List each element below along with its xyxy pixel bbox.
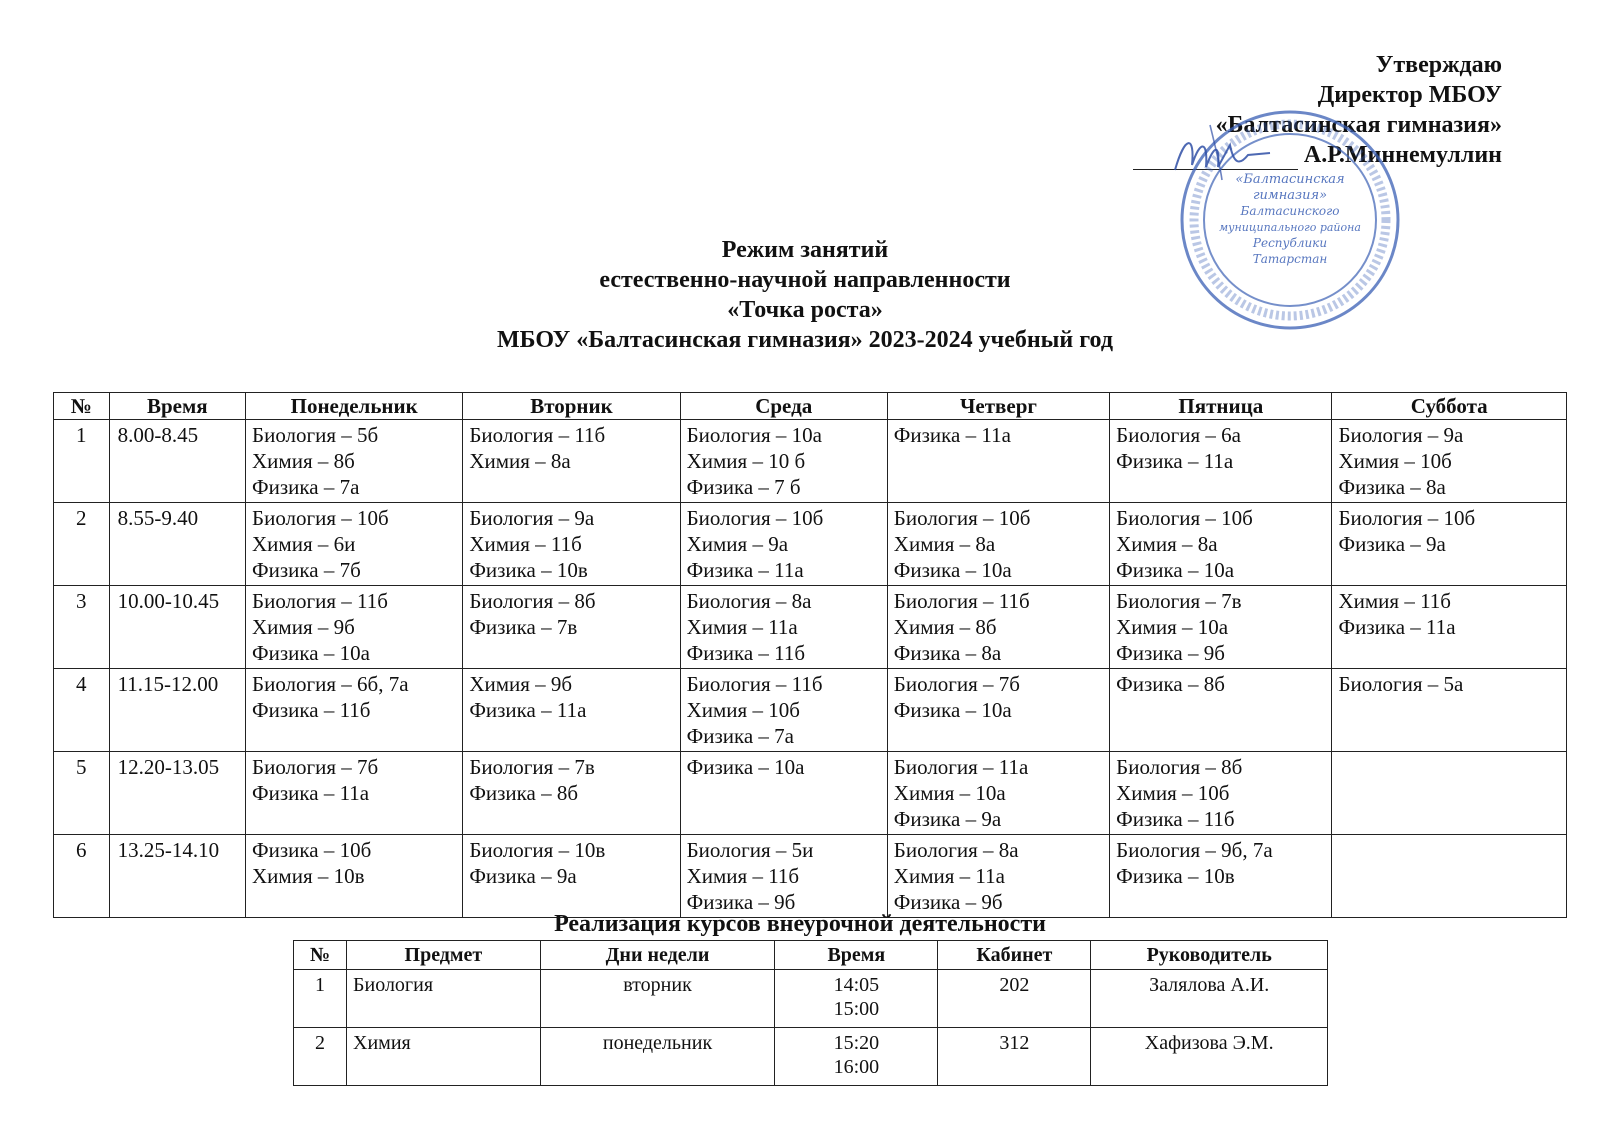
class-entry: Физика – 7в xyxy=(469,615,578,639)
class-entry: Физика – 11а xyxy=(686,558,804,582)
class-entry: Химия – 11б xyxy=(1338,589,1451,613)
courses-header-cell: Руководитель xyxy=(1091,941,1328,970)
class-entry: Биология – 11б xyxy=(252,589,388,613)
schedule-cell xyxy=(887,669,1109,752)
schedule-row xyxy=(54,503,1567,586)
class-entry: Физика – 9а xyxy=(1338,532,1446,556)
schedule-cell xyxy=(463,420,680,503)
class-entry: Биология – 8б xyxy=(469,589,596,613)
class-entry: Физика – 11а xyxy=(1338,615,1456,639)
course-time xyxy=(775,970,938,1028)
schedule-cell xyxy=(1110,835,1332,918)
class-entry: Биология – 11б xyxy=(686,672,823,696)
stamp-line-1: «Балтасинская xyxy=(1235,172,1345,187)
class-entry: Биология – 10б xyxy=(686,506,824,530)
schedule-header-cell: Понедельник xyxy=(246,393,463,420)
schedule-cell xyxy=(246,586,463,669)
class-entry: Физика – 10б xyxy=(252,838,372,862)
schedule-header-cell: № xyxy=(54,393,110,420)
class-entry: Физика – 10а xyxy=(686,755,805,779)
class-entry: Физика – 10в xyxy=(469,558,588,582)
schedule-cell xyxy=(1110,586,1332,669)
director-signature xyxy=(1170,115,1280,185)
class-entry: Химия – 9б xyxy=(469,672,573,696)
schedule-cell xyxy=(1110,420,1332,503)
stamp-line-2: гимназия» xyxy=(1252,188,1328,203)
lesson-number: 5 xyxy=(54,752,110,835)
course-subject: Химия xyxy=(347,1028,541,1086)
stamp-line-4: муниципального района xyxy=(1219,221,1361,234)
schedule-cell xyxy=(1332,420,1567,503)
course-number: 1 xyxy=(294,970,347,1028)
schedule-cell xyxy=(1332,669,1567,752)
class-entry: Физика – 11а xyxy=(893,423,1011,447)
lesson-time: 13.25-14.10 xyxy=(109,835,245,918)
class-entry: Химия – 10а xyxy=(1116,615,1229,639)
class-entry: Биология – 9а xyxy=(469,506,595,530)
schedule-header-cell: Четверг xyxy=(887,393,1109,420)
course-time-end: 16:00 xyxy=(833,1056,880,1078)
class-entry: Биология – 11а xyxy=(893,755,1029,779)
class-entry: Химия – 10а xyxy=(893,781,1006,805)
schedule-cell xyxy=(463,835,680,918)
approval-position: Директор МБОУ xyxy=(1317,82,1502,108)
class-entry: Биология – 6а xyxy=(1116,423,1241,447)
course-teacher: Залялова А.И. xyxy=(1091,970,1328,1028)
schedule-cell xyxy=(680,503,887,586)
schedule-cell xyxy=(463,503,680,586)
class-entry: Биология – 5а xyxy=(1338,672,1464,696)
schedule-cell xyxy=(680,835,887,918)
courses-body xyxy=(294,970,1328,1086)
schedule-row xyxy=(54,835,1567,918)
lesson-number: 4 xyxy=(54,669,110,752)
schedule-cell xyxy=(887,752,1109,835)
schedule-header-cell: Суббота xyxy=(1332,393,1567,420)
approval-heading: Утверждаю xyxy=(1375,52,1502,78)
class-entry: Физика – 7а xyxy=(686,724,794,748)
courses-header-cell: Дни недели xyxy=(540,941,775,970)
class-entry: Физика – 8б xyxy=(469,781,579,805)
class-entry: Физика – 9а xyxy=(469,864,577,888)
lesson-number: 2 xyxy=(54,503,110,586)
class-entry: Физика – 8а xyxy=(893,641,1002,665)
class-entry: Физика – 7а xyxy=(252,475,360,499)
course-time-end: 15:00 xyxy=(833,998,880,1020)
schedule-body xyxy=(54,420,1567,918)
class-entry: Биология – 7в xyxy=(469,755,595,779)
lesson-time: 11.15-12.00 xyxy=(109,669,245,752)
class-entry: Химия – 11а xyxy=(893,864,1005,888)
class-entry: Физика – 11а xyxy=(1116,449,1234,473)
class-entry: Химия – 6и xyxy=(252,532,356,556)
schedule-header-cell: Время xyxy=(109,393,245,420)
class-entry: Физика – 10в xyxy=(1116,864,1235,888)
class-entry: Биология – 8а xyxy=(686,589,812,613)
class-entry: Биология – 10а xyxy=(686,423,822,447)
courses-header-cell: Предмет xyxy=(347,941,541,970)
course-subject: Биология xyxy=(347,970,541,1028)
schedule-cell xyxy=(463,586,680,669)
lesson-number: 3 xyxy=(54,586,110,669)
schedule-table xyxy=(53,392,1567,918)
class-entry: Биология – 7б xyxy=(893,672,1020,696)
courses-title: Реализация курсов внеурочной деятельности xyxy=(554,911,1046,937)
approval-organization: «Балтасинская гимназия» xyxy=(1215,112,1502,138)
class-entry: Биология – 8а xyxy=(893,838,1019,862)
class-entry: Биология – 11б xyxy=(469,423,606,447)
class-entry: Химия – 8а xyxy=(893,532,996,556)
class-entry: Химия – 11а xyxy=(686,615,798,639)
schedule-cell xyxy=(246,669,463,752)
schedule-cell xyxy=(680,420,887,503)
title-line-2: естественно-научной направленности xyxy=(599,267,1011,293)
class-entry: Химия – 8а xyxy=(469,449,571,473)
schedule-header-cell: Пятница xyxy=(1110,393,1332,420)
course-time-start: 15:20 xyxy=(833,1032,880,1054)
class-entry: Химия – 10б xyxy=(686,698,800,722)
lesson-time: 10.00-10.45 xyxy=(109,586,245,669)
schedule-cell xyxy=(1110,752,1332,835)
class-entry: Биология – 8б xyxy=(1116,755,1243,779)
class-entry: Физика – 9а xyxy=(893,807,1002,831)
class-entry: Физика – 9б xyxy=(1116,641,1225,665)
schedule-cell xyxy=(887,835,1109,918)
course-row xyxy=(294,1028,1328,1086)
schedule-header-cell: Вторник xyxy=(463,393,680,420)
course-row xyxy=(294,970,1328,1028)
schedule-header-cell: Среда xyxy=(680,393,887,420)
schedule-cell xyxy=(1332,503,1567,586)
course-teacher: Хафизова Э.М. xyxy=(1091,1028,1328,1086)
class-entry: Физика – 9б xyxy=(686,890,796,914)
schedule-cell xyxy=(1110,669,1332,752)
schedule-row xyxy=(54,752,1567,835)
class-entry: Физика – 10а xyxy=(252,641,370,665)
schedule-cell xyxy=(1332,586,1567,669)
class-entry: Физика – 10а xyxy=(893,558,1012,582)
class-entry: Биология – 10б xyxy=(1338,506,1476,530)
schedule-cell xyxy=(463,669,680,752)
courses-header-row xyxy=(294,941,1328,970)
lesson-number: 1 xyxy=(54,420,110,503)
courses-header-cell: № xyxy=(294,941,347,970)
schedule-cell xyxy=(246,420,463,503)
schedule-cell xyxy=(246,752,463,835)
class-entry: Биология – 6б, 7а xyxy=(252,672,409,696)
class-entry: Физика – 11б xyxy=(1116,807,1235,831)
title-line-1: Режим занятий xyxy=(721,237,889,263)
schedule-cell xyxy=(887,586,1109,669)
schedule-cell xyxy=(887,503,1109,586)
schedule-row xyxy=(54,420,1567,503)
course-number: 2 xyxy=(294,1028,347,1086)
class-entry: Биология – 7б xyxy=(252,755,379,779)
class-entry: Биология – 10б xyxy=(252,506,389,530)
document-title xyxy=(300,235,1310,355)
lesson-time: 8.55-9.40 xyxy=(109,503,245,586)
course-room: 202 xyxy=(938,970,1091,1028)
class-entry: Физика – 7б xyxy=(252,558,361,582)
class-entry: Биология – 11б xyxy=(893,589,1030,613)
class-entry: Химия – 8б xyxy=(893,615,997,639)
course-room: 312 xyxy=(938,1028,1091,1086)
schedule-cell xyxy=(1110,503,1332,586)
class-entry: Биология – 10б xyxy=(893,506,1031,530)
schedule-cell xyxy=(1332,752,1567,835)
schedule-cell xyxy=(680,669,887,752)
schedule-cell xyxy=(463,752,680,835)
schedule-cell xyxy=(246,835,463,918)
class-entry: Биология – 9а xyxy=(1338,423,1464,447)
class-entry: Физика – 11а xyxy=(252,781,370,805)
schedule-cell xyxy=(1332,835,1567,918)
class-entry: Физика – 8б xyxy=(1116,672,1225,696)
class-entry: Химия – 10 б xyxy=(686,449,806,473)
course-time-start: 14:05 xyxy=(833,974,880,996)
schedule-row xyxy=(54,586,1567,669)
course-days: понедельник xyxy=(540,1028,775,1086)
title-line-3: «Точка роста» xyxy=(727,297,883,323)
courses-header-cell: Кабинет xyxy=(938,941,1091,970)
class-entry: Физика – 11б xyxy=(252,698,371,722)
lesson-time: 12.20-13.05 xyxy=(109,752,245,835)
class-entry: Физика – 11б xyxy=(686,641,806,665)
approval-signer: А.Р.Миннемуллин xyxy=(1303,142,1502,168)
lesson-number: 6 xyxy=(54,835,110,918)
class-entry: Биология – 10б xyxy=(1116,506,1253,530)
schedule-row xyxy=(54,669,1567,752)
course-days: вторник xyxy=(540,970,775,1028)
course-time xyxy=(775,1028,938,1086)
schedule-header-row xyxy=(54,393,1567,420)
class-entry: Физика – 11а xyxy=(469,698,587,722)
class-entry: Химия – 10в xyxy=(252,864,365,888)
schedule-cell xyxy=(887,420,1109,503)
schedule-cell xyxy=(680,752,887,835)
class-entry: Химия – 8б xyxy=(252,449,355,473)
class-entry: Биология – 7в xyxy=(1116,589,1242,613)
class-entry: Химия – 10б xyxy=(1338,449,1452,473)
lesson-time: 8.00-8.45 xyxy=(109,420,245,503)
stamp-line-5: Республики xyxy=(1252,236,1328,250)
class-entry: Химия – 11б xyxy=(686,864,800,888)
schedule-cell xyxy=(246,503,463,586)
class-entry: Химия – 9а xyxy=(686,532,789,556)
class-entry: Физика – 8а xyxy=(1338,475,1446,499)
stamp-line-3: Балтасинского xyxy=(1240,204,1340,218)
class-entry: Химия – 11б xyxy=(469,532,582,556)
schedule-cell xyxy=(680,586,887,669)
class-entry: Физика – 10а xyxy=(1116,558,1235,582)
class-entry: Биология – 10в xyxy=(469,838,606,862)
class-entry: Физика – 7 б xyxy=(686,475,801,499)
class-entry: Химия – 8а xyxy=(1116,532,1218,556)
class-entry: Химия – 10б xyxy=(1116,781,1230,805)
class-entry: Биология – 9б, 7а xyxy=(1116,838,1273,862)
class-entry: Физика – 10а xyxy=(893,698,1012,722)
stamp-line-6: Татарстан xyxy=(1252,252,1328,266)
class-entry: Биология – 5б xyxy=(252,423,379,447)
courses-header-cell: Время xyxy=(775,941,938,970)
class-entry: Химия – 9б xyxy=(252,615,355,639)
courses-table xyxy=(293,940,1328,1086)
class-entry: Физика – 9б xyxy=(893,890,1003,914)
title-line-4: МБОУ «Балтасинская гимназия» 2023-2024 учебный год xyxy=(496,327,1113,353)
class-entry: Биология – 5и xyxy=(686,838,814,862)
